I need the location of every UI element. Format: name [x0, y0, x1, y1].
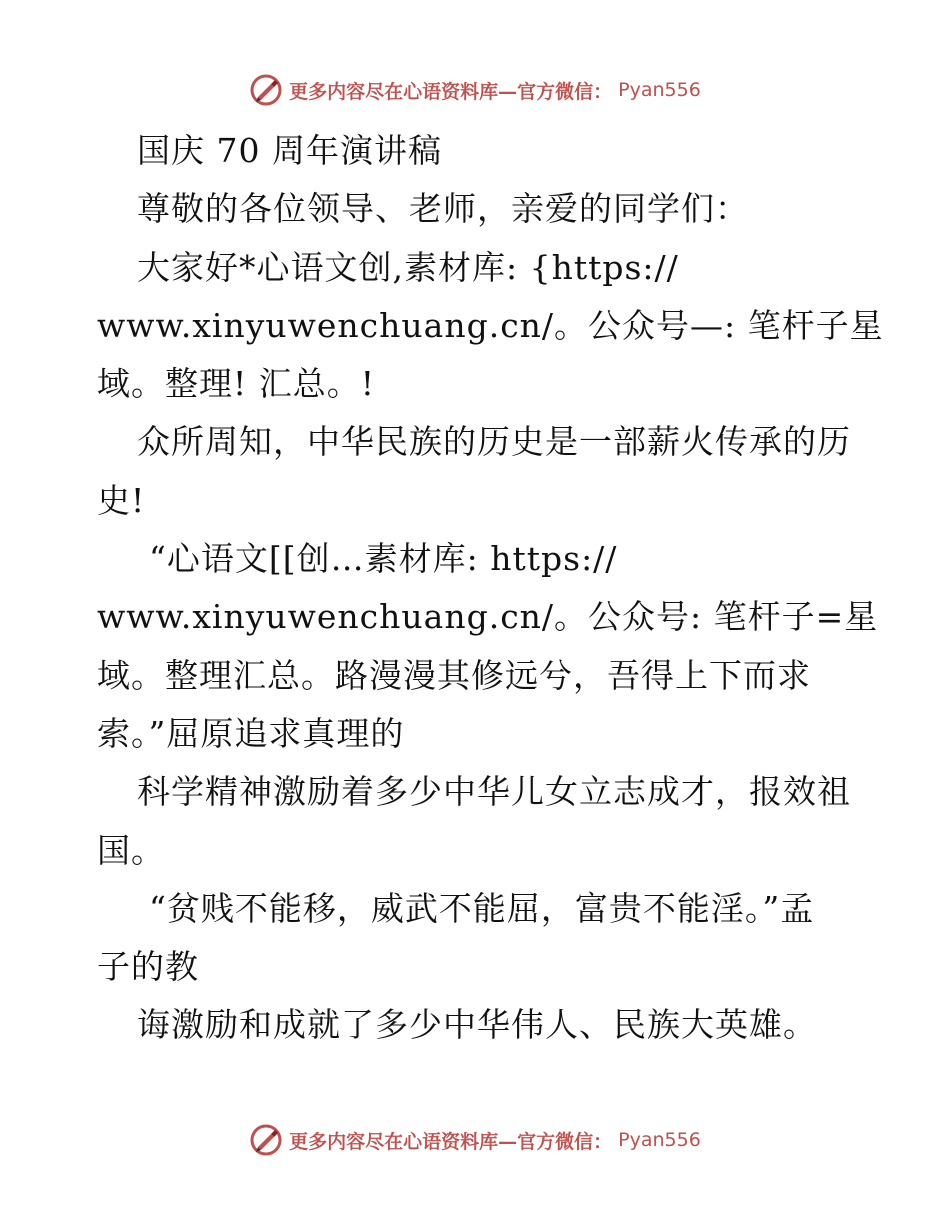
- footer-banner: [0, 1120, 950, 1160]
- text-line: 尊敬的各位领导、老师，亲爱的同学们：: [137, 189, 749, 229]
- text-line: www.xinyuwenchuang.cn/。公众号—: 笔杆子星: [97, 305, 884, 345]
- header-banner: [0, 70, 950, 110]
- pen-logo-icon: [249, 1123, 283, 1157]
- document-body: [97, 122, 884, 1055]
- wechat-id: Pyan556: [618, 1129, 701, 1151]
- wechat-id: Pyan556: [618, 79, 701, 101]
- text-line: “贫贱不能移，威武不能屈，富贵不能淫。”孟: [149, 888, 815, 928]
- text-line: www.xinyuwenchuang.cn/。公众号: 笔杆子=星: [97, 597, 879, 637]
- pen-logo-icon: [249, 73, 283, 107]
- text-line: “心语文[[创…素材库: https://: [149, 539, 618, 579]
- text-line: 域。整理! 汇总。!: [97, 364, 376, 404]
- text-line: 索。”屈原追求真理的: [97, 713, 405, 753]
- text-line: 子的教: [97, 947, 199, 987]
- banner-text: 更多内容尽在心语资料库—官方微信：: [289, 80, 613, 103]
- text-line: 国。: [97, 830, 165, 870]
- text-line: 科学精神激励着多少中华儿女立志成才，报效祖: [137, 772, 851, 812]
- text-line: 史!: [97, 480, 146, 520]
- banner-text: 更多内容尽在心语资料库—官方微信：: [289, 1130, 613, 1153]
- text-line: 大家好*心语文创,素材库: {https://: [137, 247, 679, 287]
- text-line: 众所周知，中华民族的历史是一部薪火传承的历: [137, 422, 851, 462]
- text-line: 域。整理汇总。路漫漫其修远兮，吾得上下而求: [97, 655, 811, 695]
- text-line: 诲激励和成就了多少中华伟人、民族大英雄。: [137, 1005, 817, 1045]
- document-title: 国庆 70 周年演讲稿: [137, 131, 442, 170]
